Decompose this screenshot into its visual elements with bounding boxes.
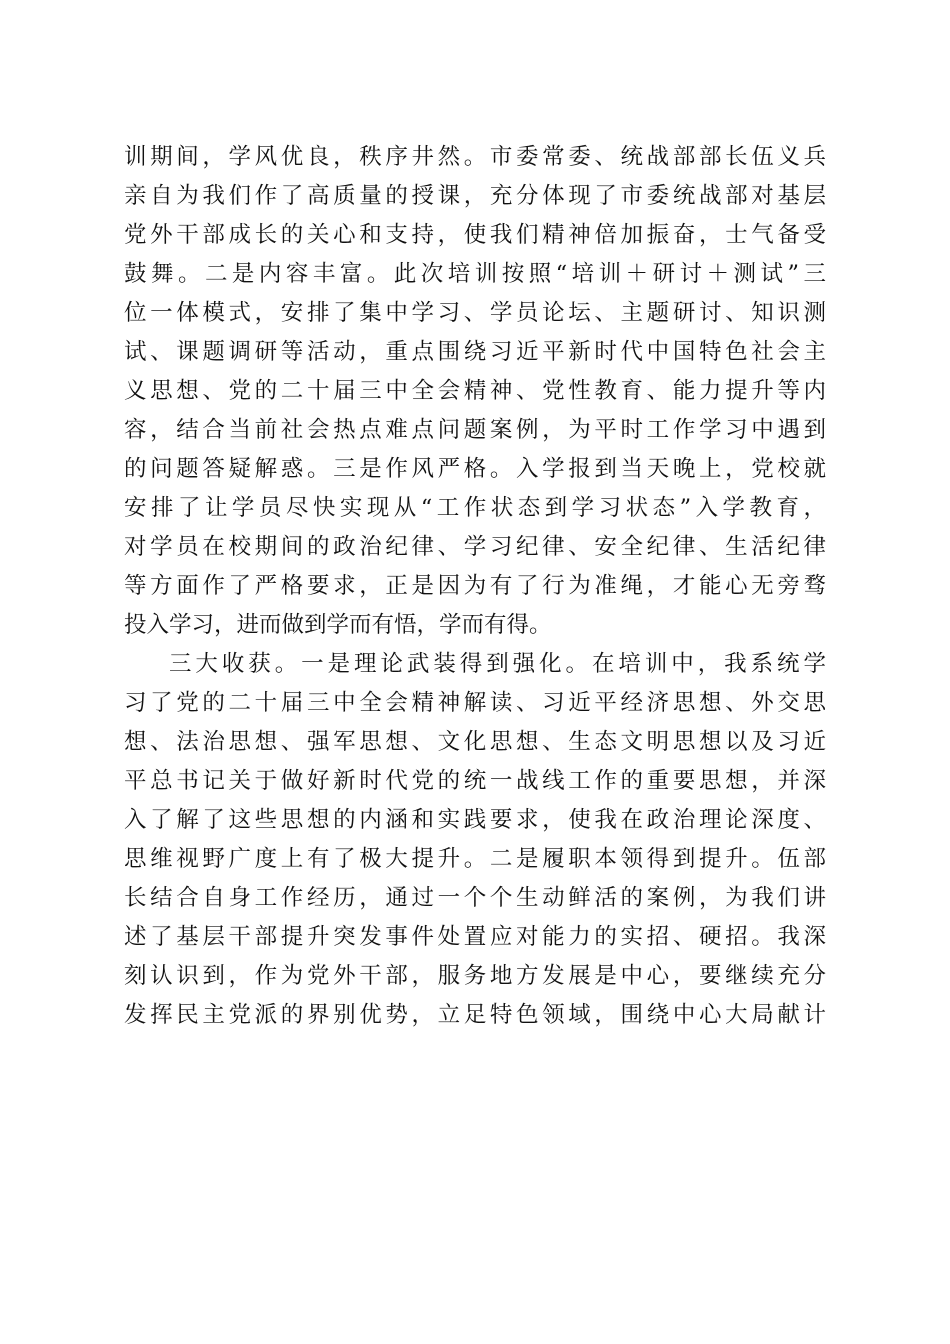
- text-line: 试、课题调研等活动，重点围绕习近平新时代中国特色社会主: [124, 339, 826, 365]
- text-line: 想、法治思想、强军思想、文化思想、生态文明思想以及习近: [124, 729, 826, 755]
- text-line: 发挥民主党派的界别优势，立足特色领域，围绕中心大局献计: [124, 1002, 826, 1028]
- text-line: 训期间，学风优良，秩序井然。市委常委、统战部部长伍义兵: [124, 144, 826, 170]
- text-line: 等方面作了严格要求，正是因为有了行为准绳，才能心无旁骛: [124, 573, 826, 599]
- text-line: 的问题答疑解惑。三是作风严格。入学报到当天晚上，党校就: [124, 456, 826, 482]
- text-line: 党外干部成长的关心和支持，使我们精神倍加振奋，士气备受: [124, 222, 826, 248]
- text-line: 刻认识到，作为党外干部，服务地方发展是中心，要继续充分: [124, 963, 826, 989]
- text-line: 亲自为我们作了高质量的授课，充分体现了市委统战部对基层: [124, 183, 826, 209]
- text-line: 述了基层干部提升突发事件处置应对能力的实招、硬招。我深: [124, 924, 826, 950]
- paragraph-end-line: 投入学习，进而做到学而有悟，学而有得。: [124, 612, 552, 638]
- text-line: 对学员在校期间的政治纪律、学习纪律、安全纪律、生活纪律: [124, 534, 826, 560]
- text-line: 平总书记关于做好新时代党的统一战线工作的重要思想，并深: [124, 768, 826, 794]
- text-line: 位一体模式，安排了集中学习、学员论坛、主题研讨、知识测: [124, 300, 826, 326]
- text-line: 习了党的二十届三中全会精神解读、习近平经济思想、外交思: [124, 690, 826, 716]
- text-line: 安排了让学员尽快实现从“工作状态到学习状态”入学教育，: [124, 495, 826, 521]
- text-line: 思维视野广度上有了极大提升。二是履职本领得到提升。伍部: [124, 846, 826, 872]
- text-line: 长结合自身工作经历，通过一个个生动鲜活的案例，为我们讲: [124, 885, 826, 911]
- text-line: 入了解了这些思想的内涵和实践要求，使我在政治理论深度、: [124, 807, 826, 833]
- text-line: 鼓舞。二是内容丰富。此次培训按照“培训＋研讨＋测试”三: [124, 261, 826, 287]
- body-text: [124, 138, 826, 1035]
- paragraph-start-line: 三大收获。一是理论武装得到强化。在培训中，我系统学: [169, 651, 826, 677]
- text-line: 容，结合当前社会热点难点问题案例，为平时工作学习中遇到: [124, 417, 826, 443]
- text-line: 义思想、党的二十届三中全会精神、党性教育、能力提升等内: [124, 378, 826, 404]
